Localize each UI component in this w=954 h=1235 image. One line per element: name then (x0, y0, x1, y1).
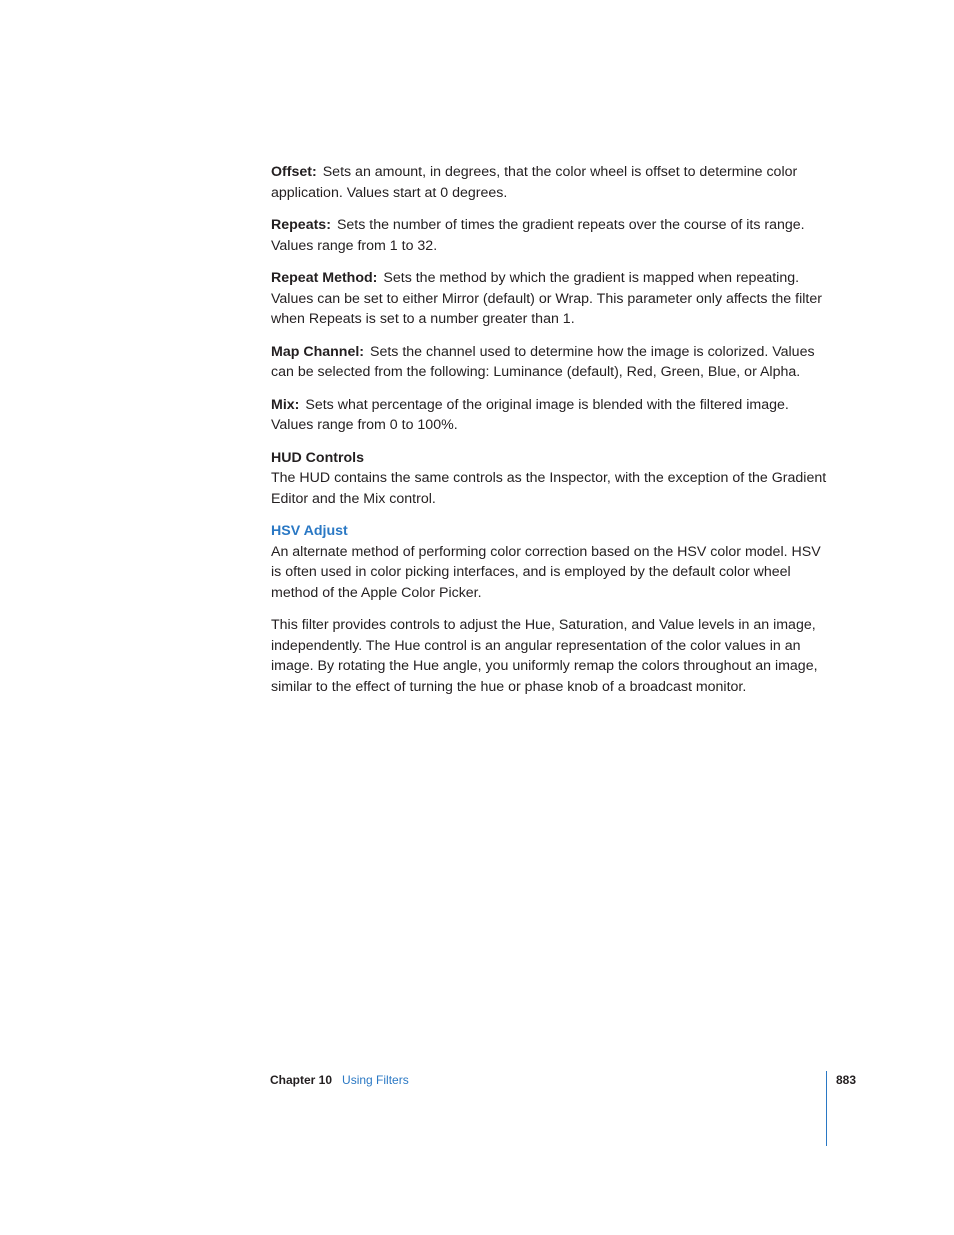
parameter-description: Sets an amount, in degrees, that the color wheel is offset to determine color application. Values start at 0 degrees. (271, 164, 798, 201)
page-body (271, 162, 831, 709)
parameter-term: Offset: (271, 164, 317, 180)
section-title-hsv-adjust: HSV Adjust (271, 523, 348, 539)
parameter-repeat-method (271, 268, 831, 330)
parameter-description: Sets the channel used to determine how the image is colorized. Values can be selected from the following: Luminance (default), Red, Green, Blue, or Alpha. (271, 343, 815, 380)
page-footer (270, 1072, 409, 1088)
footer-divider (826, 1071, 827, 1146)
footer-chapter-label: Chapter 10 (270, 1073, 333, 1087)
footer-chapter-title: Using Filters (342, 1073, 409, 1087)
parameter-description: Sets what percentage of the original image is blended with the filtered image. Values range from 0 to 100%. (271, 396, 789, 433)
parameter-description: Sets the method by which the gradient is mapped when repeating. Values can be set to either Mirror (default) or Wrap. This parameter only affects the filter when Repeats is set to a number greater than 1. (271, 270, 822, 327)
hud-controls-text: The HUD contains the same controls as the Inspector, with the exception of the Gradient Editor and the Mix control. (271, 470, 827, 507)
page-number: 883 (836, 1073, 857, 1087)
section-paragraph: An alternate method of performing color correction based on the HSV color model. HSV is often used in color picking interfaces, and is employed by the default color wheel method of the Apple Color Picker. (271, 543, 821, 601)
parameter-offset (271, 162, 831, 203)
parameter-map-channel (271, 342, 831, 383)
parameter-term: Repeat Method: (271, 270, 378, 286)
parameter-term: Mix: (271, 396, 300, 413)
parameter-mix (271, 395, 831, 436)
parameter-term: Map Channel: (271, 343, 365, 360)
hud-controls-heading: HUD Controls (271, 449, 365, 466)
parameter-repeats (271, 215, 831, 256)
section-paragraph: This filter provides controls to adjust the Hue, Saturation, and Value levels in an image, independently. The Hue control is an angular representation of the color values in an image. By rotating the Hue angle, you uniformly remap the colors throughout an image, similar to the effect of turning the hue or phase knob of a broadcast monitor. (271, 617, 818, 695)
parameter-term: Repeats: (271, 217, 331, 233)
parameter-description: Sets the number of times the gradient repeats over the course of its range. Values range from 1 to 32. (271, 217, 805, 254)
